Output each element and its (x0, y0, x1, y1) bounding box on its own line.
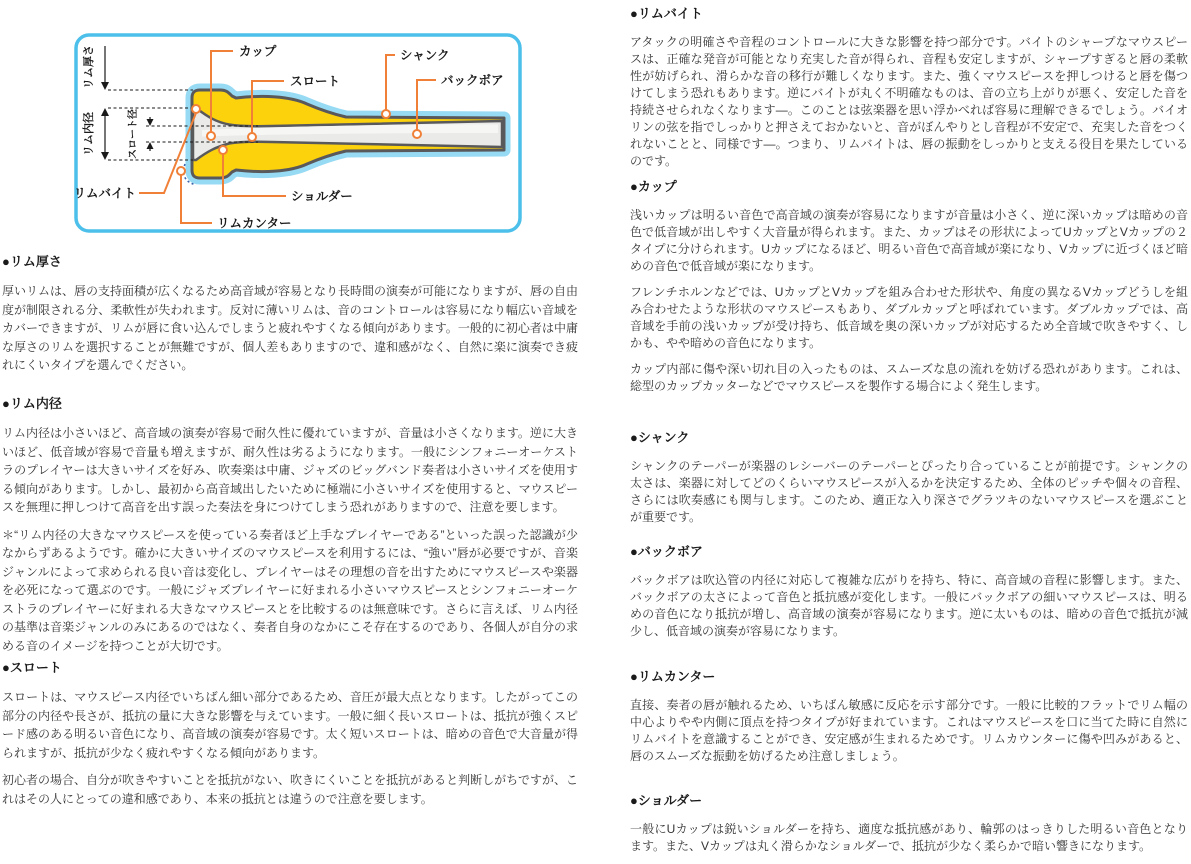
cup-label: カップ (239, 44, 277, 59)
section-shank (630, 430, 1188, 535)
mouthpiece-diagram (74, 33, 522, 233)
rim-bite-label: リムバイト (74, 186, 136, 201)
throat-diameter-label: スロート径 (128, 109, 139, 159)
backbore-label: バックボア (441, 73, 504, 88)
rim-thickness-label: リム厚さ (83, 45, 95, 89)
shank-anchor (382, 110, 390, 118)
section-title: ●カップ (630, 179, 677, 194)
rim-contour-anchor (177, 167, 185, 175)
section-title: ●シャンク (630, 430, 690, 445)
section-paragraph: アタックの明確さや音程のコントロールに大きな影響を持つ部分です。バイトのシャープなマウスピースは、正確な発音が可能となり充実した音が得られ、音程も安定しますが、シャープすぎると唇の柔軟性が妨げられ、滑らかな音の移行が難しくなります。また、強くマウスピースを押しつけると唇を傷つけてしまう恐れもあります。逆にバイトが丸く不明確なものは、音の立ち上がりが悪く、安定した音を持続させられなくなります―。このことは弦楽器を思い浮かべれば容易に理解できるでしょう。バイオリンの弦を指でしっかりと押さえておかないと、音がぼんやりとし音程が不安定で、充実した音をつくれないことと、同様です―。つまり、リムバイトは、唇の振動をしっかりと支える役目を果たしているのです。 (630, 35, 1188, 168)
section-title: ●バックボア (630, 544, 703, 559)
section-backbore (630, 544, 1188, 649)
section-rim-inner-diameter (2, 396, 578, 664)
section-paragraph: スロートは、マウスピース内径でいちばん細い部分であるため、音圧が最大点となります。したがってこの部分の内径や長さが、抵抗の量に大きな影響を与えています。一般に細く長いスロートは、抵抗が強くスピード感のある明るい音色になり、高音域の演奏が容易です。太く短いスロートは、暗めの音色で大音量が得られますが、抵抗が少なく疲れやすくなる傾向があります。 (2, 690, 578, 760)
backbore-anchor (413, 130, 421, 138)
throat-anchor (248, 133, 256, 141)
section-paragraph: 浅いカップは明るい音色で高音域の演奏が容易になりますが音量は小さく、逆に深いカップは暗めの音色で低音域が出しやすく大音量が得られます。また、カップはその形状によってUカップとVカップの２タイプに分けられます。Uカップになるほど、明るい音色で高音域が楽になり、Vカップに近づくほど暗めの音色で低音域が楽になります。 (630, 208, 1188, 273)
right-column (630, 0, 1188, 856)
section-paragraph: リム内径は小さいほど、高音域の演奏が容易で耐久性に優れていますが、音量は小さくなります。逆に大きいほど、低音域が容易で音量も増えますが、耐久性は劣るようになります。一般にシンフォニーオーケストラのプレイヤーは大きいサイズを好み、吹奏楽は中庸、ジャズのビッグバンド奏者は小さいサイズを使用する傾向があります。しかし、最初から高音域出したいために極端に小さいサイズを使用すると、マウスピースを無理に押しつけて高音を出す誤った奏法を身につけてしまう恐れがありますので、注意を要します。 (2, 426, 578, 514)
shoulder-label: ショルダー (291, 189, 353, 204)
section-rim-thickness (2, 254, 578, 384)
section-throat (2, 660, 578, 817)
cup-anchor (207, 132, 215, 140)
rim-contour-label: リムカンター (217, 216, 292, 231)
rim-bite-anchor (192, 105, 200, 113)
section-title: ●ショルダー (630, 793, 703, 808)
shank-label: シャンク (400, 48, 450, 63)
throat-label: スロート (290, 74, 341, 89)
section-rim-bite (630, 6, 1188, 179)
shoulder-anchor (219, 146, 227, 154)
section-rim-contour (630, 669, 1188, 774)
section-title: ●スロート (2, 660, 62, 675)
rim-inner-diameter-label: リム内径 (83, 112, 95, 156)
section-shoulder (630, 793, 1188, 864)
section-paragraph: ＊“リム内径の大きなマウスピースを使っている奏者ほど上手なプレイヤーである”といった誤った認識が少なからずあるようです。確かに大きいサイズのマウスピースを利用するには、“強い”唇が必要ですが、音楽ジャンルによって求められる良い音は変化し、プレイヤーはその理想の音を出すためにマウスピースや楽器を必死になって選ぶのです。一般にジャズプレイヤーに好まれる小さいマウスピースとシンフォニーオーケストラのプレイヤーに好まれる大きなマウスピースとを比較するのは無意味です。さらに言えば、リム内径の基準は音楽ジャンルのみにあるのではなく、奏者自身のなかにこそ存在するのであり、各個人が自分の求める音のイメージを持つことが大切です。 (2, 527, 578, 653)
section-paragraph: シャンクのテーパーが楽器のレシーバーのテーパーとぴったり合っていることが前提です。シャンクの太さは、楽器に対してどのくらいマウスピースが入るかを決定するため、全体のピッチや個々の音程、さらには吹奏感にも関与します。このため、適正な入り深さでグラツキのないマウスピースを選ぶことが重要です。 (630, 459, 1188, 524)
mouthpiece-diagram-svg (74, 33, 522, 233)
section-title: ●リムバイト (630, 6, 703, 21)
section-paragraph: 一般にUカップは鋭いショルダーを持ち、適度な抵抗感があり、輪郭のはっきりした明るい音色となります。また、Vカップは丸く滑らかなショルダーで、抵抗が少なく柔らかで暗い響きになります。 (630, 822, 1188, 853)
section-cup (630, 179, 1188, 404)
left-column (2, 0, 578, 856)
section-paragraph: カップ内部に傷や深い切れ目の入ったものは、スムーズな息の流れを妨げる恐れがあります。これは、総型のカップカッターなどでマウスピースを製作する場合によく発生します。 (630, 362, 1188, 393)
section-paragraph: 直接、奏者の唇が触れるため、いちばん敏感に反応を示す部分です。一般に比較的フラットでリム幅の中心よりやや内側に頂点を持つタイプが好まれています。これはマウスピースを口に当てた時に自然にリムバイトを意識することができ、安定感が生まれるためです。リムカウンターに傷や凹みがあると、唇のスムーズな振動を妨げるため注意しましょう。 (630, 698, 1188, 763)
section-paragraph: 厚いリムは、唇の支持面積が広くなるため高音域が容易となり長時間の演奏が可能になりますが、唇の自由度が制限される分、柔軟性が失われます。反対に薄いリムは、音のコントロールは容易になり幅広い音域をカバーできますが、リムが唇に食い込んでしまうと疲れやすくなる傾向があります。一般的に初心者は中庸な厚さのリムを選択することが無難ですが、個人差もありますので、違和感がなく、自然に楽に演奏でき疲れにくいタイプを選んでください。 (2, 284, 579, 372)
section-paragraph: 初心者の場合、自分が吹きやすいことを抵抗がない、吹きにくいことを抵抗があると判断しがちですが、これはその人にとっての違和感であり、本来の抵抗とは違うので注意を要します。 (2, 773, 578, 806)
section-title: ●リム内径 (2, 396, 62, 411)
section-paragraph: バックボアは吹込管の内径に対応して複雑な広がりを持ち、特に、高音域の音程に影響します。また、バックボアの太さによって音色と抵抗感が変化します。一般にバックボアの細いマウスピースは、明るめの音色になり抵抗が増し、高音域の演奏が容易になります。逆に太いものは、暗めの音色で抵抗が減少し、低音域の演奏が容易になります。 (630, 573, 1188, 638)
section-title: ●リム厚さ (2, 254, 62, 269)
section-paragraph: フレンチホルンなどでは、UカップとVカップを組み合わせた形状や、角度の異なるVカップどうしを組み合わせたような形状のマウスピースもあり、ダブルカップと呼ばれています。ダブルカップでは、高音域を手前の浅いカップが受け持ち、低音域を奥の深いカップが対応するため全音域で吹きやすく、しかも、やや暗めの音色になります。 (630, 285, 1188, 350)
section-title: ●リムカンター (630, 669, 716, 684)
